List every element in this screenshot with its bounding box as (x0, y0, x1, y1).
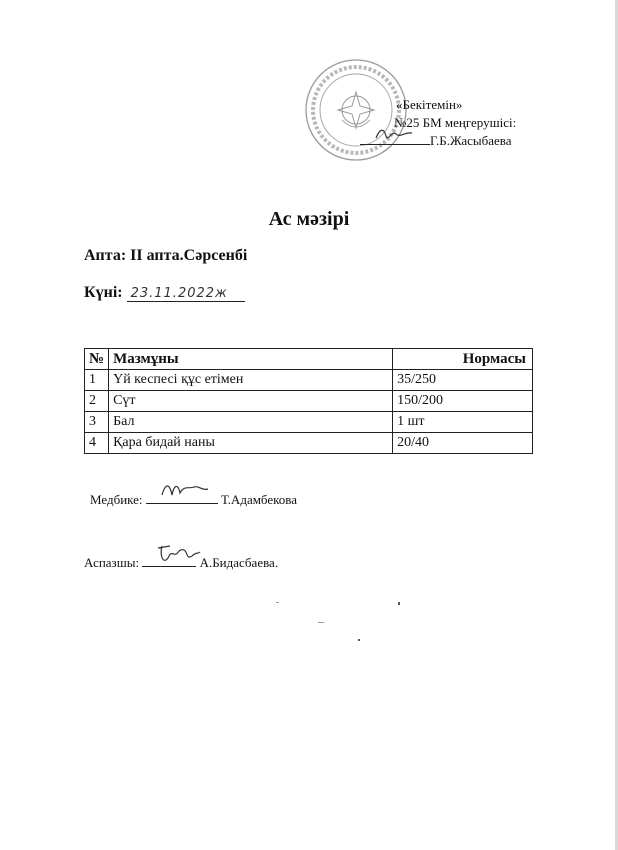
approval-block (360, 96, 560, 150)
row-norm: 150/200 (393, 391, 533, 412)
table-row (85, 433, 533, 454)
table-row (85, 412, 533, 433)
row-norm: 35/250 (393, 370, 533, 391)
cook-name: А.Бидасбаева. (199, 555, 279, 570)
scan-speck (318, 622, 324, 623)
date-row (84, 284, 245, 302)
menu-table (84, 348, 533, 454)
nurse-name: Т.Адамбекова (221, 492, 298, 507)
nurse-label: Медбике: (90, 492, 143, 507)
row-dish: Бал (109, 412, 393, 433)
header-content: Мазмұны (109, 349, 393, 370)
scan-speck (358, 639, 360, 641)
cook-label: Аспазшы: (84, 555, 140, 570)
week-label: Апта: ІІ апта.Сәрсенбі (84, 247, 248, 264)
scan-speck (276, 602, 279, 603)
row-norm: 1 шт (393, 412, 533, 433)
row-dish: Сүт (109, 391, 393, 412)
row-number: 4 (85, 433, 109, 454)
row-norm: 20/40 (393, 433, 533, 454)
table-header-row (85, 349, 533, 370)
row-dish: Үй кеспесі құс етімен (109, 370, 393, 391)
cook-signature-line (142, 552, 196, 567)
nurse-signature-line (146, 489, 218, 504)
scan-speck (398, 602, 400, 605)
page-title: Ас мәзірі (268, 208, 350, 230)
date-label: Күні: (84, 284, 123, 301)
approval-signature (374, 124, 414, 144)
approval-title: «Бекітемін» (396, 97, 463, 112)
table-row (85, 391, 533, 412)
cook-signature-row (84, 552, 278, 571)
row-number: 1 (85, 370, 109, 391)
row-number: 3 (85, 412, 109, 433)
nurse-signature-row (90, 489, 297, 508)
header-norm: Нормасы (393, 349, 533, 370)
approval-position: №25 БМ меңгерушісі: (394, 115, 517, 130)
row-number: 2 (85, 391, 109, 412)
nurse-signature (160, 479, 210, 503)
row-dish: Қара бидай наны (109, 433, 393, 454)
header-number: № (85, 349, 109, 370)
table-row (85, 370, 533, 391)
approval-name: Г.Б.Жасыбаева (430, 133, 512, 148)
cook-signature (156, 542, 202, 566)
approval-signature-line (360, 132, 430, 145)
date-value: 23.11.2022ж (127, 286, 245, 302)
